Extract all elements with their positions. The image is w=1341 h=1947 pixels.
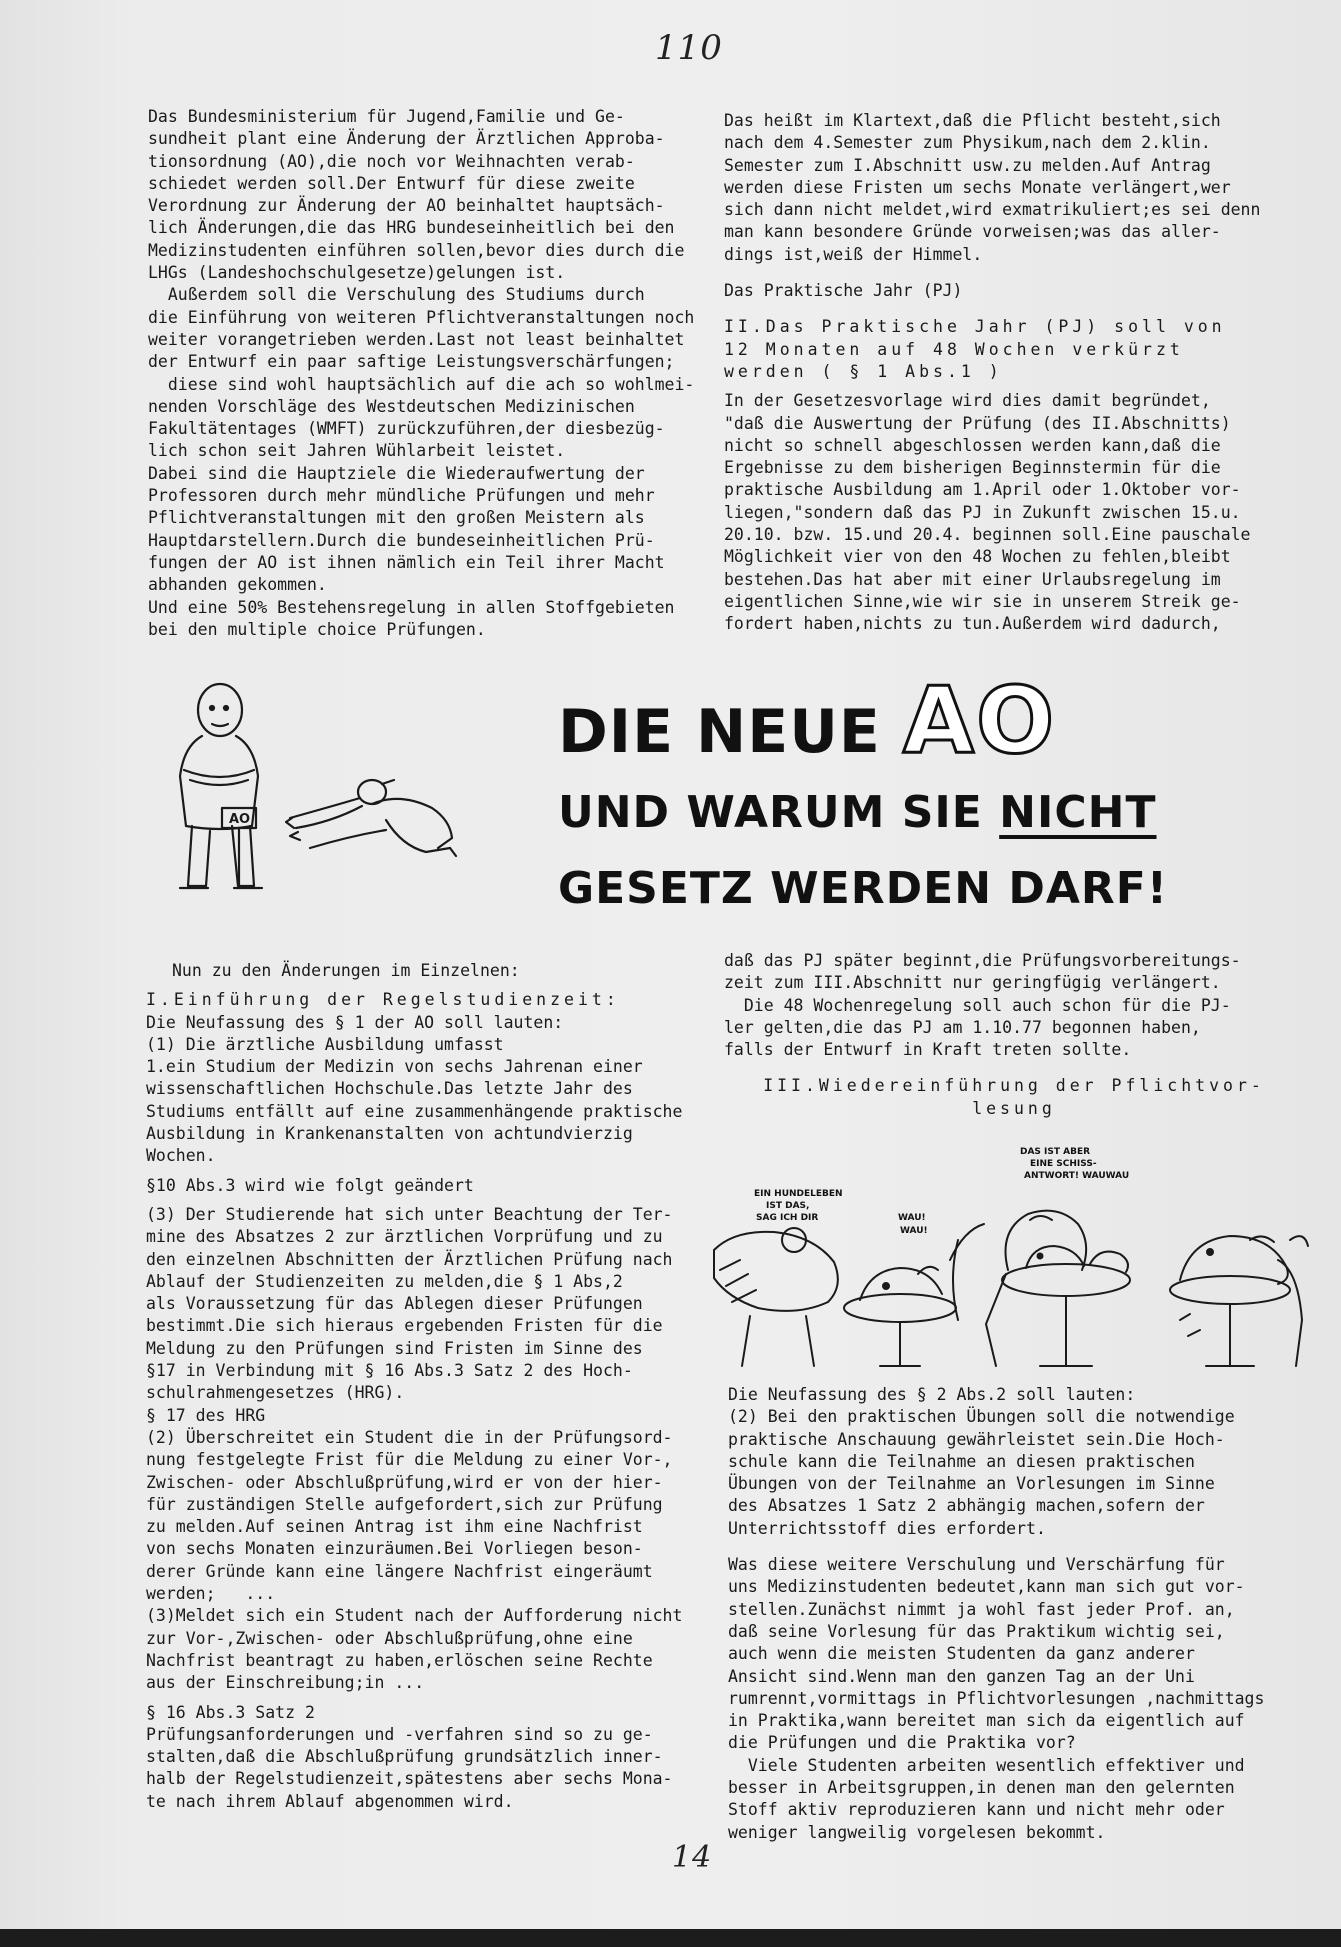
bubble1-line2: IST DAS, bbox=[766, 1201, 810, 1211]
section-10-paragraph-line: Nachfrist beantragt zu haben,erlöschen seine Rechte bbox=[146, 1650, 653, 1670]
pj-start-paragraph-line: falls der Entwurf in Kraft treten sollte. bbox=[724, 1040, 1132, 1060]
pj-paragraph-line: Ergebnisse zu dem bisherigen Beginnstermin für die bbox=[724, 458, 1221, 478]
section-16-paragraph-line: halb der Regelstudienzeit,spätestens aber sechs Mona- bbox=[146, 1769, 673, 1789]
intro-paragraph-line: Verordnung zur Änderung der AO beinhaltet hauptsäch- bbox=[148, 196, 665, 216]
section-heading-3-line: lesung bbox=[972, 1098, 1056, 1118]
intro-paragraph-line: lich schon seit Jahren Wühlarbeit leistet. bbox=[148, 441, 566, 461]
section-1-paragraph-line: Wochen. bbox=[146, 1146, 216, 1166]
section-10-paragraph-line: mine des Absatzes 2 zur ärztlichen Vorprüfung und zu bbox=[146, 1227, 663, 1247]
intro-paragraph-line: sundheit plant eine Änderung der Ärztlichen Approba- bbox=[148, 129, 665, 149]
left-top-column bbox=[148, 106, 708, 641]
headline-line1: DIE NEUE bbox=[558, 697, 881, 767]
speech-bubble-2 bbox=[898, 1213, 928, 1236]
bubble3-line3: ANTWORT! WAUWAU bbox=[1024, 1171, 1130, 1181]
pj-paragraph-line: eigentlichen Sinne,wie wir sie in unserem Streik ge- bbox=[724, 591, 1241, 611]
section-10-paragraph-line: Zwischen- oder Abschlußprüfung,wird er von der hier- bbox=[146, 1472, 663, 1492]
intro-paragraph-line: nenden Vorschläge des Westdeutschen Medizinischen bbox=[148, 396, 635, 416]
headline-line2: UND WARUM SIE bbox=[558, 787, 983, 838]
section-10-paragraph-line: als Voraussetzung für das Ablegen dieser Prüfungen bbox=[146, 1294, 643, 1314]
bubble3-line1: DAS IST ABER bbox=[1020, 1147, 1091, 1157]
intro-paragraph-line: schiedet werden soll.Der Entwurf für diese zweite bbox=[148, 173, 635, 193]
pj-paragraph-line: liegen,"sondern daß das PJ in Zukunft zwischen 15.u. bbox=[724, 502, 1241, 522]
conclusion-paragraph-line: uns Medizinstudenten bedeutet,kann man sich gut vor- bbox=[728, 1577, 1245, 1597]
bubble3-line2: EINE SCHISS- bbox=[1030, 1159, 1097, 1169]
klartext-paragraph-line: nach dem 4.Semester zum Physikum,nach dem 2.klin. bbox=[724, 133, 1211, 153]
headline-ao: AO bbox=[902, 667, 1057, 774]
ao-sign-label: AO bbox=[229, 812, 251, 827]
section-1-paragraph-line: wissenschaftlichen Hochschule.Das letzte Jahr des bbox=[146, 1079, 633, 1099]
intro-paragraph-line: diese sind wohl hauptsächlich auf die ach so wohlmei- bbox=[148, 374, 695, 394]
pj-paragraph-line: "daß die Auswertung der Prüfung (des II.Abschnitts) bbox=[724, 413, 1231, 433]
pj-start-paragraph-line: daß das PJ später beginnt,die Prüfungsvorbereitungs- bbox=[724, 951, 1241, 970]
pj-paragraph-line: Möglichkeit vier von den 48 Wochen zu fehlen,bleibt bbox=[724, 547, 1231, 567]
intro-paragraph-line: abhanden gekommen. bbox=[148, 575, 327, 595]
right-bottom-column-continued bbox=[728, 1384, 1308, 1844]
cartoon-professor-and-student bbox=[150, 680, 530, 910]
intro-paragraph-line: Professoren durch mehr mündliche Prüfungen und mehr bbox=[148, 486, 655, 506]
section-heading-3 bbox=[724, 1075, 1304, 1120]
intro-paragraph-line: Medizinstudenten einführen sollen,bevor dies durch die bbox=[148, 240, 685, 260]
klartext-paragraph-line: sich dann nicht meldet,wird exmatrikuliert;es sei denn bbox=[724, 200, 1261, 220]
speech-bubble-1 bbox=[754, 1189, 843, 1223]
pj-paragraph-line: In der Gesetzesvorlage wird dies damit begründet, bbox=[724, 391, 1211, 411]
section-10-paragraph-line: aus der Einschreibung;in ... bbox=[146, 1673, 425, 1693]
section-2-paragraph-line: Übungen von der Teilnahme an Vorlesungen im Sinne bbox=[728, 1474, 1215, 1494]
section-1-paragraph-line: Die Neufassung des § 1 der AO soll lauten: bbox=[146, 1012, 564, 1032]
conclusion-paragraph-line: weniger langweilig vorgelesen bekommt. bbox=[728, 1822, 1106, 1842]
bubble2-line2: WAU! bbox=[900, 1226, 928, 1236]
headline-line3: GESETZ WERDEN DARF! bbox=[558, 863, 1168, 914]
section-2-paragraph-line: praktische Anschauung gewährleistet sein.Die Hoch- bbox=[728, 1429, 1225, 1449]
right-bottom-column bbox=[724, 950, 1304, 1120]
section-2-paragraph-line: des Absatzes 1 Satz 2 abhängig machen,sofern der bbox=[728, 1496, 1205, 1516]
bubble1-line1: EIN HUNDELEBEN bbox=[754, 1189, 843, 1199]
headline bbox=[558, 667, 1258, 925]
intro-paragraph-line: weiter vorangetrieben werden.Last not least beinhaltet bbox=[148, 329, 685, 349]
speech-bubble-3 bbox=[1020, 1147, 1129, 1181]
page-number-top: 110 bbox=[655, 28, 723, 68]
intro-paragraph-line: der Entwurf ein paar saftige Leistungsverschärfungen; bbox=[148, 352, 675, 372]
section-2-paragraph-line: (2) Bei den praktischen Übungen soll die notwendige bbox=[728, 1407, 1235, 1427]
section-10-paragraph-line: den einzelnen Abschnitten der Ärztlichen Prüfung nach bbox=[146, 1249, 673, 1269]
section-10-paragraph-line: §17 in Verbindung mit § 16 Abs.3 Satz 2 des Hoch- bbox=[146, 1361, 633, 1381]
pj-label: Das Praktische Jahr (PJ) bbox=[724, 281, 963, 301]
intro-paragraph-line: Und eine 50% Bestehensregelung in allen Stoffgebieten bbox=[148, 597, 675, 617]
section-1-paragraph-line: Studiums entfällt auf eine zusammenhängende praktische bbox=[146, 1101, 683, 1121]
section-2-paragraph-line: schule kann die Teilnahme an diesen praktischen bbox=[728, 1451, 1195, 1471]
pj-start-paragraph-line: ler gelten,die das PJ am 1.10.77 begonnen haben, bbox=[724, 1017, 1201, 1037]
pj-heading bbox=[724, 316, 1304, 383]
pj-heading-line: II.Das Praktische Jahr (PJ) soll von bbox=[724, 317, 1226, 337]
conclusion-paragraph-line: stellen.Zunächst nimmt ja wohl fast jeder Prof. an, bbox=[728, 1599, 1235, 1619]
klartext-paragraph-line: werden diese Fristen um sechs Monate verlängert,wer bbox=[724, 177, 1231, 197]
bubble1-line3: SAG ICH DIR bbox=[756, 1213, 819, 1223]
conclusion-paragraph-line: Viele Studenten arbeiten wesentlich effektiver und bbox=[728, 1755, 1245, 1775]
section-16-paragraph-line: te nach ihrem Ablauf abgenommen wird. bbox=[146, 1791, 514, 1811]
pj-heading-line: 12 Monaten auf 48 Wochen verkürzt bbox=[724, 339, 1184, 359]
intro-paragraph-line: tionsordnung (AO),die noch vor Weihnachten verab- bbox=[148, 151, 635, 171]
section-10-paragraph-line: zu melden.Auf seinen Antrag ist ihm eine Nachfrist bbox=[146, 1517, 643, 1537]
intro-paragraph-line: fungen der AO ist ihnen nämlich ein Teil ihrer Macht bbox=[148, 552, 665, 572]
section-1-paragraph-line: (1) Die ärztliche Ausbildung umfasst bbox=[146, 1034, 504, 1054]
section-10-paragraph-line: (3) Der Studierende hat sich unter Beachtung der Ter- bbox=[146, 1204, 673, 1224]
klartext-paragraph-line: Das heißt im Klartext,daß die Pflicht besteht,sich bbox=[724, 111, 1221, 130]
conclusion-paragraph-line: Was diese weitere Verschulung und Verschärfung für bbox=[728, 1555, 1225, 1575]
cartoon-dogs-at-tables bbox=[710, 1140, 1310, 1380]
bubble2-line1: WAU! bbox=[898, 1213, 926, 1223]
intro-paragraph-line: Hauptdarstellern.Durch die bundeseinheitlichen Prü- bbox=[148, 530, 655, 550]
section-10-paragraph-line: von sechs Monaten einzuräumen.Bei Vorliegen beson- bbox=[146, 1539, 643, 1559]
intro-paragraph-line: lich Änderungen,die das HRG bundeseinheitlich bei den bbox=[148, 218, 675, 238]
section-10-paragraph-line: Ablauf der Studienzeiten zu melden,die § 1 Abs,2 bbox=[146, 1271, 623, 1291]
section-10-paragraph-line: für zuständigen Stelle aufgefordert,sich zur Prüfung bbox=[146, 1494, 663, 1514]
pj-start-paragraph-line: Die 48 Wochenregelung soll auch schon für die PJ- bbox=[724, 995, 1231, 1015]
conclusion-paragraph-line: rumrennt,vormittags in Pflichtvorlesungen ,nachmittags bbox=[728, 1688, 1265, 1708]
klartext-paragraph-line: Semester zum I.Abschnitt usw.zu melden.Auf Antrag bbox=[724, 155, 1211, 175]
section-10-paragraph-line: derer Gründe kann eine längere Nachfrist eingeräumt bbox=[146, 1561, 653, 1581]
conclusion-paragraph-line: besser in Arbeitsgruppen,in denen man den gelernten bbox=[728, 1778, 1235, 1798]
section-10-heading: §10 Abs.3 wird wie folgt geändert bbox=[146, 1175, 474, 1195]
section-16-paragraph-line: stalten,daß die Abschlußprüfung grundsätzlich inner- bbox=[146, 1747, 663, 1767]
pj-paragraph-line: praktische Ausbildung am 1.April oder 1.Oktober vor- bbox=[724, 480, 1241, 500]
pj-paragraph-line: 20.10. bzw. 15.und 20.4. beginnen soll.Eine pauschale bbox=[724, 525, 1251, 545]
section-10-paragraph-line: zur Vor-,Zwischen- oder Abschlußprüfung,ohne eine bbox=[146, 1628, 633, 1648]
section-2-paragraph-line: Die Neufassung des § 2 Abs.2 soll lauten: bbox=[728, 1385, 1136, 1404]
intro-paragraph-line: Pflichtveranstaltungen mit den großen Meistern als bbox=[148, 508, 645, 528]
section-10-paragraph-line: werden; ... bbox=[146, 1584, 276, 1604]
section-10-paragraph-line: (2) Überschreitet ein Student die in der Prüfungsord- bbox=[146, 1427, 673, 1447]
conclusion-paragraph-line: die Prüfungen und die Praktika vor? bbox=[728, 1733, 1076, 1753]
section-10-paragraph-line: Meldung zu den Prüfungen sind Fristen im Sinne des bbox=[146, 1338, 643, 1358]
intro-paragraph-line: die Einführung von weiteren Pflichtveranstaltungen noch bbox=[148, 307, 695, 327]
klartext-paragraph-line: dings ist,weiß der Himmel. bbox=[724, 244, 983, 264]
page-number-bottom: 14 bbox=[672, 1840, 713, 1875]
conclusion-paragraph-line: auch wenn die meisten Studenten da ganz anderer bbox=[728, 1644, 1195, 1664]
pj-paragraph-line: nicht so schnell abgeschlossen werden kann,daß die bbox=[724, 435, 1221, 455]
section-heading-3-line: III.Wiedereinführung der Pflichtvor- bbox=[763, 1076, 1265, 1096]
headline-nicht: NICHT bbox=[999, 787, 1157, 838]
intro-paragraph-line: Das Bundesministerium für Jugend,Familie und Ge- bbox=[148, 107, 625, 126]
section-2-paragraph-line: Unterrichtsstoff dies erfordert. bbox=[728, 1518, 1046, 1538]
klartext-paragraph-line: man kann besondere Gründe vorweisen;was das aller- bbox=[724, 222, 1221, 242]
section-heading-1: I.Einführung der Regelstudienzeit: bbox=[146, 990, 620, 1010]
section-10-paragraph-line: § 17 des HRG bbox=[146, 1405, 266, 1425]
section-1-paragraph-line: 1.ein Studium der Medizin von sechs Jahrenan einer bbox=[146, 1057, 643, 1077]
section-10-paragraph-line: bestimmt.Die sich hieraus ergebenden Fristen für die bbox=[146, 1316, 663, 1336]
pj-paragraph-line: fordert haben,nichts zu tun.Außerdem wird dadurch, bbox=[724, 614, 1221, 634]
conclusion-paragraph-line: daß seine Vorlesung für das Praktikum wichtig sei, bbox=[728, 1621, 1225, 1641]
section-10-paragraph-line: (3)Meldet sich ein Student nach der Aufforderung nicht bbox=[146, 1606, 683, 1626]
intro-paragraph-line: bei den multiple choice Prüfungen. bbox=[148, 619, 486, 639]
intro-paragraph-line: Dabei sind die Hauptziele die Wiederaufwertung der bbox=[148, 463, 645, 483]
pj-paragraph-line: bestehen.Das hat aber mit einer Urlaubsregelung im bbox=[724, 569, 1221, 589]
conclusion-paragraph-line: Ansicht sind.Wenn man den ganzen Tag an der Uni bbox=[728, 1666, 1195, 1686]
conclusion-paragraph-line: in Praktika,wann bereitet man sich da eigentlich auf bbox=[728, 1711, 1245, 1731]
intro-paragraph-line: LHGs (Landeshochschulgesetze)gelungen ist. bbox=[148, 263, 566, 283]
section-10-paragraph-line: nung festgelegte Frist für die Meldung zu einer Vor-, bbox=[146, 1450, 673, 1470]
right-top-column bbox=[724, 110, 1304, 636]
section-16-heading: § 16 Abs.3 Satz 2 bbox=[146, 1702, 315, 1722]
intro-paragraph-line: Außerdem soll die Verschulung des Studiums durch bbox=[148, 285, 645, 305]
section-1-paragraph-line: Ausbildung in Krankenanstalten von achtundvierzig bbox=[146, 1124, 633, 1144]
scan-bottom-edge bbox=[0, 1929, 1341, 1947]
conclusion-paragraph-line: Stoff aktiv reproduzieren kann und nicht mehr oder bbox=[728, 1800, 1225, 1820]
section-10-paragraph-line: schulrahmengesetzes (HRG). bbox=[146, 1383, 405, 1403]
left-bottom-column bbox=[146, 960, 706, 1813]
section-16-paragraph-line: Prüfungsanforderungen und -verfahren sind so zu ge- bbox=[146, 1724, 653, 1744]
pj-heading-line: werden ( § 1 Abs.1 ) bbox=[724, 361, 1003, 381]
pj-start-paragraph-line: zeit zum III.Abschnitt nur geringfügig verlängert. bbox=[724, 973, 1221, 993]
intro-paragraph-line: Fakultätentages (WMFT) zurückzuführen,der diesbezüg- bbox=[148, 419, 665, 439]
intro-line: Nun zu den Änderungen im Einzelnen: bbox=[172, 961, 520, 980]
